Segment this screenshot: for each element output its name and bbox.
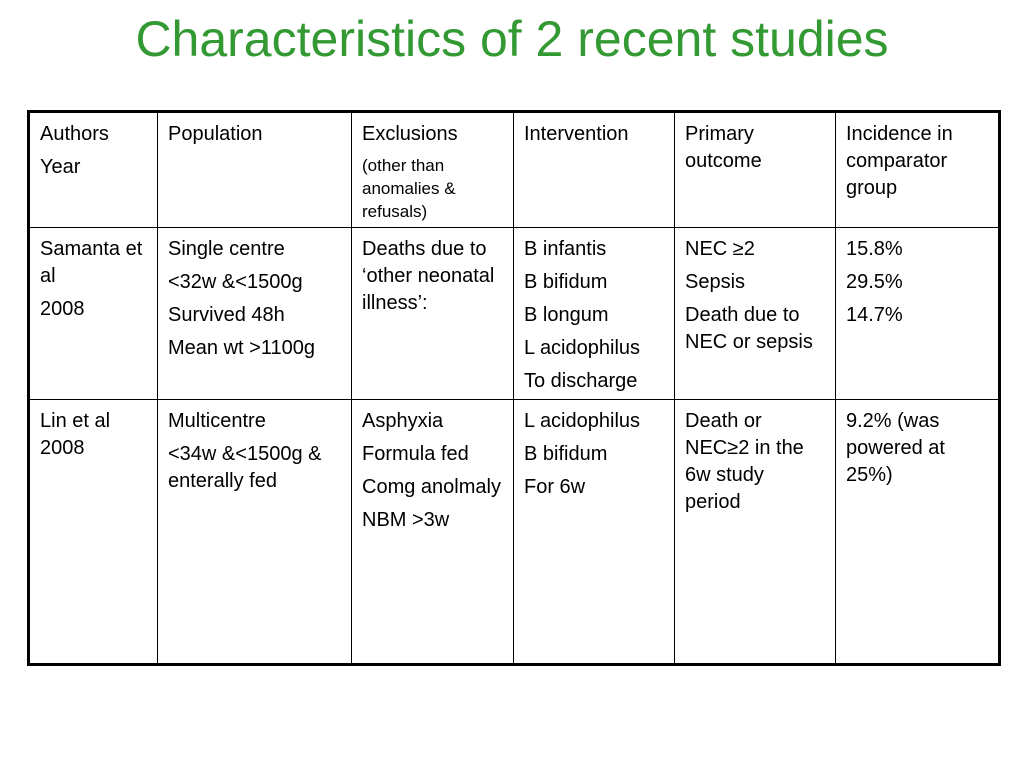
header-authors-label: Authors <box>40 123 109 145</box>
header-intervention: Intervention <box>514 112 675 228</box>
table-header-row <box>29 112 1000 228</box>
header-population: Population <box>158 112 352 228</box>
exclusions-note: (other than anomalies & refusals) <box>362 156 456 221</box>
cell-authors: Samanta et al 2008 <box>29 228 158 400</box>
header-exclusions: Exclusions (other than anomalies & refusals) <box>352 112 514 228</box>
cell-intervention: B infantis B bifidum B longum L acidophilus To discharge <box>514 228 675 400</box>
cell-incidence: 15.8% 29.5% 14.7% <box>836 228 1000 400</box>
slide-title: Characteristics of 2 recent studies <box>135 11 889 67</box>
table-row <box>29 400 1000 665</box>
table-row <box>29 228 1000 400</box>
header-primary-outcome: Primary outcome <box>675 112 836 228</box>
cell-primary-outcome: Death or NEC≥2 in the 6w study period <box>675 400 836 665</box>
header-authors <box>29 112 158 228</box>
cell-population: Multicentre <34w &<1500g & enterally fed <box>158 400 352 665</box>
cell-exclusions: Deaths due to ‘other neonatal illness’: <box>352 228 514 400</box>
cell-authors: Lin et al 2008 <box>29 400 158 665</box>
cell-exclusions: Asphyxia Formula fed Comg anolmaly NBM >3w <box>352 400 514 665</box>
cell-incidence: 9.2% (was powered at 25%) <box>836 400 1000 665</box>
cell-intervention: L acidophilus B bifidum For 6w <box>514 400 675 665</box>
cell-population: Single centre <32w &<1500g Survived 48h Mean wt >1100g <box>158 228 352 400</box>
header-incidence: Incidence in comparator group <box>836 112 1000 228</box>
header-year-label: Year <box>40 156 81 178</box>
studies-table <box>27 110 1001 666</box>
cell-primary-outcome: NEC ≥2 Sepsis Death due to NEC or sepsis <box>675 228 836 400</box>
